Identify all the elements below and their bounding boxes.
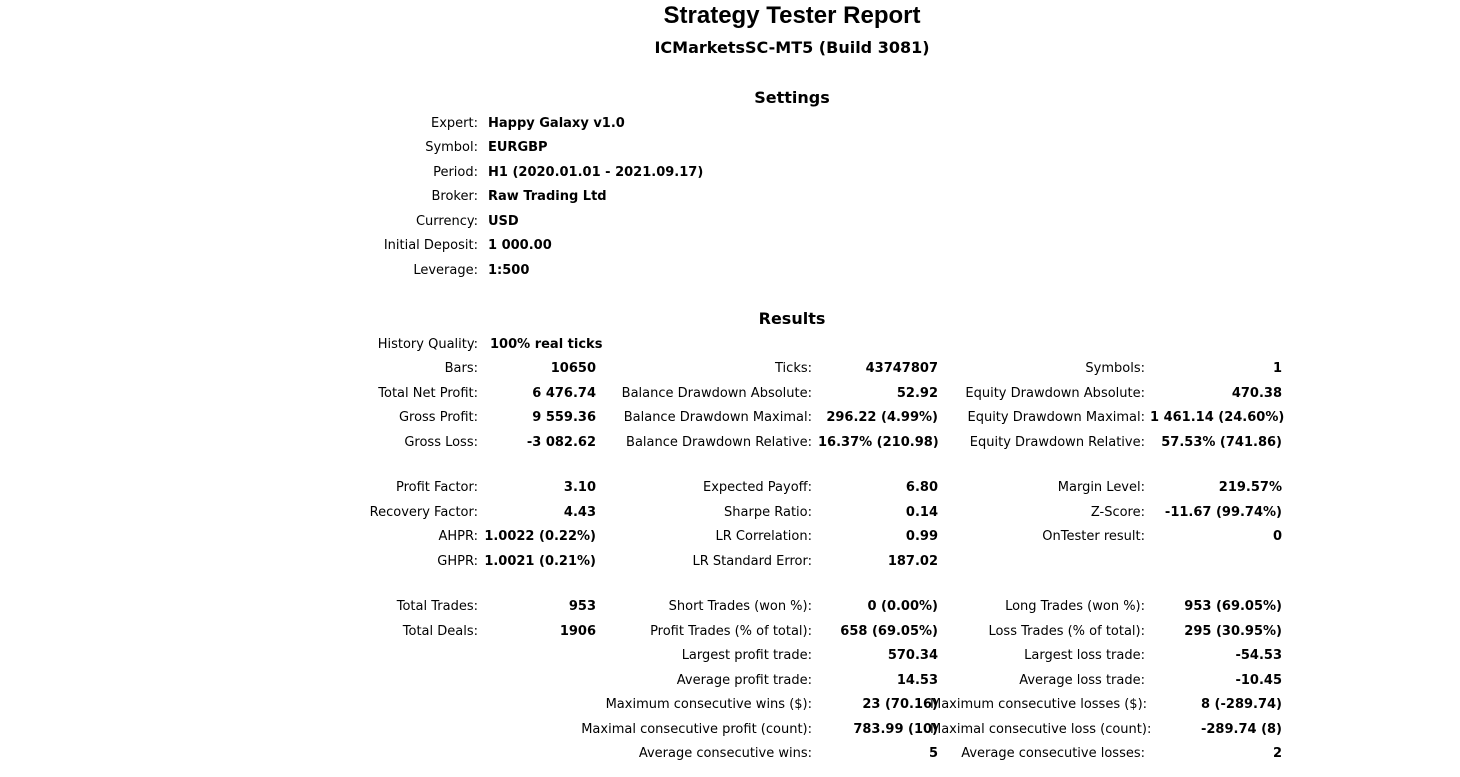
period-value: H1 (2020.01.01 - 2021.09.17) — [488, 165, 704, 180]
result-label: LR Correlation: — [715, 529, 812, 544]
leverage-value: 1:500 — [488, 263, 530, 278]
currency-label: Currency: — [415, 214, 478, 229]
result-value: -3 082.62 — [526, 435, 596, 450]
result-label: Profit Trades (% of total): — [650, 624, 812, 639]
leverage-label: Leverage: — [413, 263, 478, 278]
result-label: Average consecutive losses: — [961, 746, 1145, 761]
result-value: 187.02 — [887, 554, 938, 569]
result-label: Symbols: — [1085, 361, 1145, 376]
result-value: 219.57% — [1218, 480, 1282, 495]
result-label: Balance Drawdown Relative: — [626, 435, 812, 450]
result-label: Equity Drawdown Absolute: — [965, 386, 1145, 401]
result-label: Recovery Factor: — [369, 505, 478, 520]
result-value: 16.37% (210.98) — [818, 435, 939, 450]
report-title: Strategy Tester Report — [663, 2, 921, 29]
result-value: 1 461.14 (24.60%) — [1150, 410, 1285, 425]
result-label: GHPR: — [437, 554, 478, 569]
symbol-value: EURGBP — [488, 140, 548, 155]
currency-value: USD — [488, 214, 519, 229]
result-label: Loss Trades (% of total): — [988, 624, 1145, 639]
result-label: LR Standard Error: — [692, 554, 812, 569]
result-value: 1 — [1272, 361, 1282, 376]
result-value: 52.92 — [896, 386, 938, 401]
result-label: Largest loss trade: — [1024, 648, 1145, 663]
result-label: Total Deals: — [402, 624, 478, 639]
result-label: OnTester result: — [1042, 529, 1145, 544]
history-quality-value: 100% real ticks — [490, 337, 603, 352]
result-value: 2 — [1272, 746, 1282, 761]
result-value: 295 (30.95%) — [1184, 624, 1282, 639]
result-value: 0.14 — [905, 505, 938, 520]
result-label: Z-Score: — [1090, 505, 1145, 520]
period-label: Period: — [433, 165, 478, 180]
result-value: 14.53 — [896, 673, 938, 688]
result-value: 953 (69.05%) — [1184, 599, 1282, 614]
result-value: -289.74 (8) — [1200, 722, 1282, 737]
result-value: 0.99 — [905, 529, 938, 544]
result-value: -11.67 (99.74%) — [1164, 505, 1282, 520]
broker-label: Broker: — [431, 189, 478, 204]
expert-label: Expert: — [431, 116, 478, 131]
result-value: -10.45 — [1235, 673, 1282, 688]
result-label: Sharpe Ratio: — [724, 505, 812, 520]
result-label: Profit Factor: — [396, 480, 478, 495]
result-label: Average profit trade: — [676, 673, 812, 688]
result-label: Average loss trade: — [1019, 673, 1145, 688]
result-label: Maximum consecutive losses ($): — [930, 697, 1148, 712]
result-label: Short Trades (won %): — [668, 599, 812, 614]
result-label: Maximum consecutive wins ($): — [605, 697, 812, 712]
result-label: Margin Level: — [1057, 480, 1145, 495]
settings-heading: Settings — [754, 88, 830, 107]
results-heading: Results — [758, 309, 826, 328]
result-label: Ticks: — [775, 361, 812, 376]
result-value: 0 — [1272, 529, 1282, 544]
result-value: 9 559.36 — [532, 410, 596, 425]
result-label: Total Trades: — [396, 599, 478, 614]
result-value: 1906 — [559, 624, 596, 639]
result-label: Balance Drawdown Maximal: — [623, 410, 812, 425]
expert-value: Happy Galaxy v1.0 — [488, 116, 625, 131]
report-server: ICMarketsSC-MT5 (Build 3081) — [654, 38, 930, 57]
result-value: 10650 — [550, 361, 596, 376]
result-value: 1.0022 (0.22%) — [484, 529, 596, 544]
result-value: 1.0021 (0.21%) — [484, 554, 596, 569]
result-value: 6 476.74 — [532, 386, 596, 401]
result-value: 23 (70.16) — [862, 697, 938, 712]
history-quality-label: History Quality: — [377, 337, 478, 352]
result-value: 43747807 — [865, 361, 938, 376]
result-value: 4.43 — [563, 505, 596, 520]
result-value: 658 (69.05%) — [840, 624, 938, 639]
result-label: Maximal consecutive profit (count): — [581, 722, 812, 737]
result-value: 5 — [928, 746, 938, 761]
result-value: 0 (0.00%) — [867, 599, 938, 614]
result-value: 8 (-289.74) — [1200, 697, 1282, 712]
result-value: 296.22 (4.99%) — [826, 410, 938, 425]
result-value: 953 — [568, 599, 596, 614]
result-label: Equity Drawdown Relative: — [969, 435, 1145, 450]
result-label: Total Net Profit: — [378, 386, 478, 401]
result-value: -54.53 — [1235, 648, 1282, 663]
result-label: Gross Profit: — [398, 410, 478, 425]
result-label: Expected Payoff: — [703, 480, 812, 495]
result-value: 570.34 — [887, 648, 938, 663]
result-value: 783.99 (10) — [853, 722, 938, 737]
symbol-label: Symbol: — [425, 140, 478, 155]
result-value: 3.10 — [563, 480, 596, 495]
result-label: Equity Drawdown Maximal: — [967, 410, 1145, 425]
result-value: 6.80 — [905, 480, 938, 495]
result-label: Maximal consecutive loss (count): — [930, 722, 1152, 737]
result-label: Balance Drawdown Absolute: — [621, 386, 812, 401]
result-value: 470.38 — [1231, 386, 1282, 401]
result-label: Long Trades (won %): — [1005, 599, 1145, 614]
initial-deposit-value: 1 000.00 — [488, 238, 552, 253]
result-value: 57.53% (741.86) — [1161, 435, 1282, 450]
initial-deposit-label: Initial Deposit: — [383, 238, 478, 253]
result-label: Gross Loss: — [404, 435, 478, 450]
result-label: AHPR: — [438, 529, 478, 544]
result-label: Bars: — [444, 361, 478, 376]
result-label: Largest profit trade: — [681, 648, 812, 663]
broker-value: Raw Trading Ltd — [488, 189, 607, 204]
result-label: Average consecutive wins: — [638, 746, 812, 761]
